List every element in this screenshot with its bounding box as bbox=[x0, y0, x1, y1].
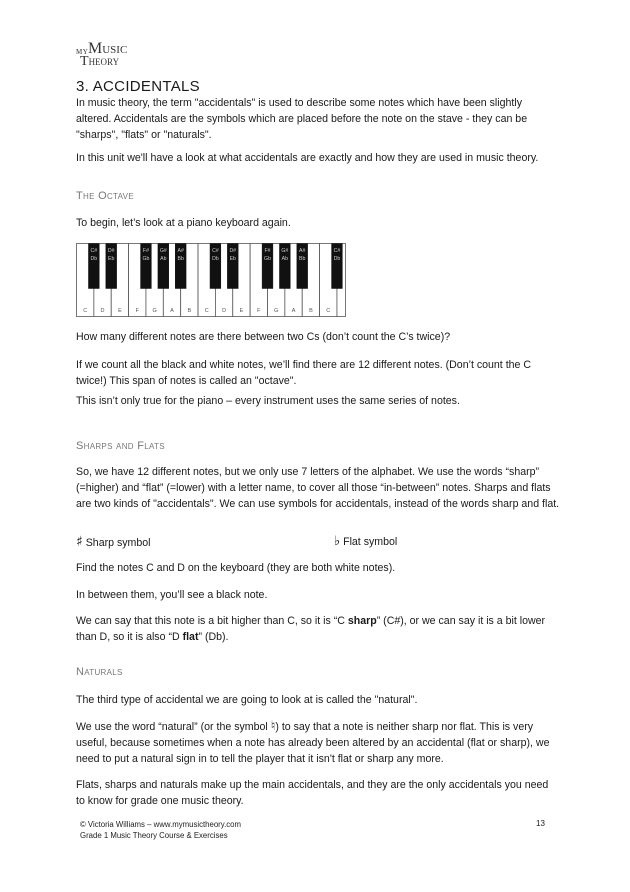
intro-paragraph-2: In this unit we'll have a look at what accidentals are exactly and how they are used in music theory. bbox=[76, 152, 539, 164]
octave-paragraph-1: To begin, let’s look at a piano keyboard again. bbox=[76, 217, 291, 229]
intro-paragraph-1: In music theory, the term "accidentals" is used to describe some notes which have been slightly altered. Accidentals are the symbols which are placed before the note on the stave - they can be "sharps", "flats" or "naturals". bbox=[76, 97, 528, 141]
footer-copyright: © Victoria Williams – www.mymusictheory.com bbox=[80, 820, 241, 829]
natural-icon: ♮ bbox=[270, 719, 276, 734]
white-key-label: B bbox=[187, 308, 192, 314]
black-key-flat-label: Bb bbox=[177, 256, 184, 262]
octave-paragraph-4: This isn’t only true for the piano – every instrument uses the same series of notes. bbox=[76, 395, 460, 407]
black-key-sharp-label: D# bbox=[229, 248, 237, 254]
page-title: 3. ACCIDENTALS bbox=[76, 78, 200, 95]
black-key-sharp-label: D# bbox=[107, 248, 115, 254]
black-key-sharp-label: C# bbox=[90, 248, 98, 254]
piano-keyboard-diagram bbox=[76, 243, 346, 317]
black-key-flat-label: Db bbox=[90, 256, 98, 262]
sharps-flats-paragraph-3: In between them, you’ll see a black note. bbox=[76, 589, 268, 601]
page-number: 13 bbox=[536, 819, 545, 828]
white-key-label: A bbox=[291, 308, 296, 314]
black-key-flat-label: Db bbox=[333, 256, 341, 262]
white-key-label: G bbox=[152, 308, 157, 314]
section-heading-naturals: Naturals bbox=[76, 666, 123, 678]
black-key-flat-label: Gb bbox=[264, 256, 271, 262]
white-key-label: G bbox=[274, 308, 279, 314]
mymusictheory-logo: MY MUSIC THEORY bbox=[76, 40, 128, 69]
white-key-label: C bbox=[326, 308, 331, 314]
octave-paragraph-2: How many different notes are there between two Cs (don’t count the C’s twice)? bbox=[76, 331, 451, 343]
naturals-paragraph-3: Flats, sharps and naturals make up the main accidentals, and they are the only accidentals you need to know for grade one music theory. bbox=[76, 779, 549, 807]
sharp-symbol-label: Sharp symbol bbox=[85, 537, 151, 549]
black-key-sharp-label: C# bbox=[333, 248, 341, 254]
sharps-flats-paragraph-4: We can say that this note is a bit higher than C, so it is “C sharp” (C#), or we can say it is a bit lower than D, so it is also “D flat” (Db). bbox=[76, 615, 546, 643]
octave-paragraph-3: If we count all the black and white notes, we’ll find there are 12 different notes. (Don’t count the C twice!) This span of notes is called an "octave". bbox=[76, 359, 532, 387]
white-key-label: D bbox=[222, 308, 227, 314]
black-key-flat-label: Eb bbox=[229, 256, 236, 262]
black-key-flat-label: Eb bbox=[108, 256, 115, 262]
white-key-label: D bbox=[100, 308, 105, 314]
black-key-sharp-label: G# bbox=[159, 248, 167, 254]
sharps-flats-paragraph-1: So, we have 12 different notes, but we only use 7 letters of the alphabet. We use the words “sharp” (=higher) and “flat” (=lower) with a letter name, to cover all those “in-between” notes. Sharps and flats are two kinds of "accidentals". We can use symbols for accidentals, instead of the words sharp and flat. bbox=[76, 466, 560, 510]
black-key-flat-label: Ab bbox=[281, 256, 289, 262]
black-key-sharp-label: A# bbox=[177, 248, 184, 254]
section-heading-sharps-and-flats: Sharps and Flats bbox=[76, 440, 165, 452]
black-key-sharp-label: A# bbox=[299, 248, 306, 254]
white-key-label: A bbox=[170, 308, 174, 314]
black-key-flat-label: Db bbox=[212, 256, 219, 262]
naturals-paragraph-2: We use the word “natural” (or the symbol ♮) to say that a note is neither sharp nor flat. This is very useful, because sometimes when a note has already been altered by an accidental (flat or sharp), we need to put a natural sign in to tell the player that it isn't flat or sharp any more. bbox=[76, 719, 550, 765]
black-key-flat-label: Gb bbox=[142, 256, 150, 262]
white-key-label: E bbox=[239, 308, 244, 314]
section-heading-octave: The Octave bbox=[76, 190, 134, 202]
black-key-sharp-label: C# bbox=[212, 248, 219, 254]
flat-symbol-item bbox=[334, 534, 397, 549]
black-key-sharp-label: G# bbox=[281, 248, 289, 254]
sharp-icon: ♯ bbox=[76, 534, 83, 550]
white-key-label: C bbox=[83, 308, 88, 314]
footer-course-title: Grade 1 Music Theory Course & Exercises bbox=[80, 831, 228, 840]
sharps-flats-paragraph-2: Find the notes C and D on the keyboard (they are both white notes). bbox=[76, 562, 396, 574]
white-key-label: C bbox=[204, 308, 209, 314]
sharp-symbol-item bbox=[76, 534, 151, 550]
white-key-label: F bbox=[257, 308, 261, 314]
flat-icon: ♭ bbox=[334, 534, 341, 549]
white-key-label: F bbox=[135, 308, 139, 314]
black-key-flat-label: Ab bbox=[160, 256, 167, 262]
white-key-label: E bbox=[118, 308, 122, 314]
flat-symbol-label: Flat symbol bbox=[343, 536, 398, 548]
black-key-sharp-label: F# bbox=[264, 248, 271, 254]
naturals-paragraph-1: The third type of accidental we are going to look at is called the "natural". bbox=[76, 694, 418, 706]
white-key-label: B bbox=[309, 308, 313, 314]
black-key-flat-label: Bb bbox=[299, 256, 306, 262]
black-key-sharp-label: F# bbox=[142, 248, 149, 254]
